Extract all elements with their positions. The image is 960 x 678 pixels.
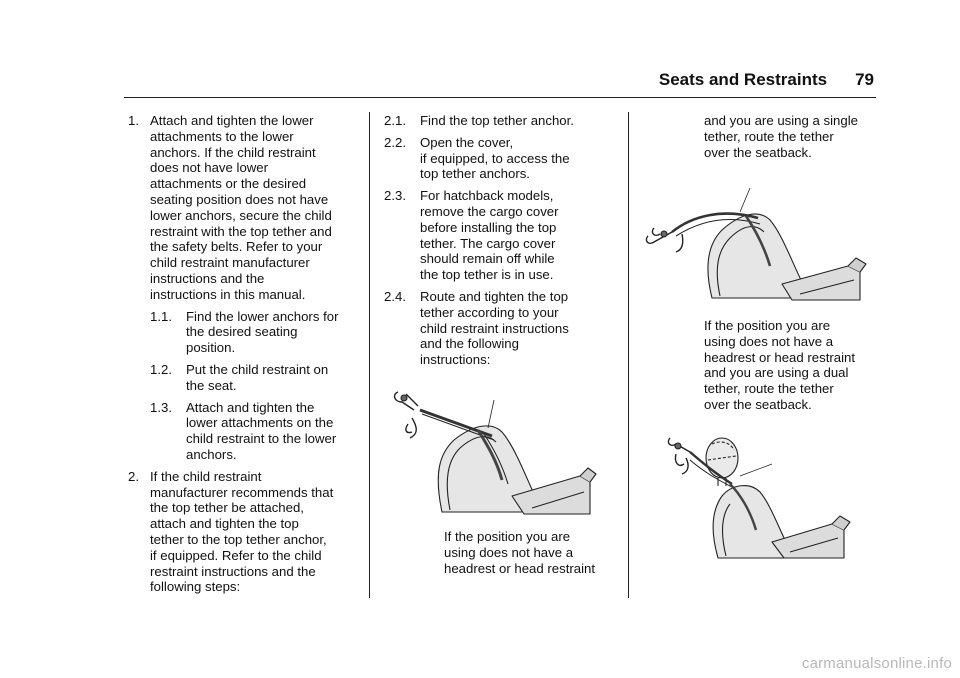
text-line: If the position you are <box>444 529 571 544</box>
text-line: Attach and tighten the lower <box>150 113 314 128</box>
text-line: using does not have a <box>704 333 834 349</box>
step-2-3 <box>384 188 620 283</box>
seat-tether-illustration-2 <box>642 186 872 302</box>
step-text <box>186 309 358 356</box>
text-line: instructions and the <box>150 270 265 286</box>
text-line: if equipped, to access the <box>420 150 570 166</box>
text-line: child restraint to the lower <box>186 431 337 447</box>
step-number: 2.2. <box>384 134 406 150</box>
header-rule <box>124 97 876 98</box>
text-line: manufacturer recommends that <box>150 484 334 500</box>
text-line: the seat. <box>186 377 237 393</box>
text-line: lower attachments on the <box>186 415 334 431</box>
text-line: anchors. <box>186 446 237 462</box>
step-2-2 <box>384 135 620 182</box>
text-line: Put the child restraint on <box>186 361 329 377</box>
column-2-after-illustration <box>444 529 616 576</box>
text-line: child restraint manufacturer <box>150 255 310 271</box>
text-line: Find the lower anchors for <box>186 308 339 324</box>
step-text <box>420 113 620 129</box>
text-line: attachments or the desired <box>150 176 307 192</box>
column-divider-1 <box>369 112 370 598</box>
text-line: Open the cover, <box>420 134 514 150</box>
text-line: tether. The cargo cover <box>420 235 556 251</box>
text-line: headrest or head restraint <box>444 560 596 576</box>
text-line: over the seatback. <box>704 396 812 412</box>
page-header <box>659 70 874 90</box>
step-2-1 <box>384 113 620 129</box>
step-text <box>150 469 358 595</box>
text-line: attachments to the lower <box>150 128 294 144</box>
step-number: 1.3. <box>150 399 172 415</box>
text-line: headrest or head restraint <box>704 349 856 365</box>
step-1-2 <box>128 362 358 394</box>
seat-tether-illustration-1 <box>384 384 612 520</box>
text-line: before installing the top <box>420 219 557 235</box>
text-line: does not have lower <box>150 160 269 176</box>
step-text <box>420 135 620 182</box>
text-line: If the child restraint <box>150 468 262 484</box>
column-divider-2 <box>628 112 629 598</box>
text-line: tether to the top tether anchor, <box>150 531 327 547</box>
page-number: 79 <box>855 70 874 89</box>
text-line: following steps: <box>150 579 241 595</box>
step-number: 1.1. <box>150 308 172 324</box>
text-line: and you are using a dual <box>704 365 849 381</box>
step-number: 2.4. <box>384 288 406 304</box>
text-line: restraint with the top tether and <box>150 223 332 239</box>
step-1 <box>128 113 358 303</box>
text-line: tether, route the tether <box>704 381 834 397</box>
text-line: if equipped. Refer to the child <box>150 547 322 563</box>
text-line: Attach and tighten the <box>186 399 315 415</box>
step-number: 1.2. <box>150 361 172 377</box>
text-line: seating position does not have <box>150 191 329 207</box>
text-line: over the seatback. <box>704 144 812 160</box>
column-3-mid <box>704 318 876 413</box>
text-line: attach and tighten the top <box>150 516 299 532</box>
text-line: remove the cargo cover <box>420 203 559 219</box>
step-text <box>420 289 620 368</box>
text-line: and you are using a single <box>704 113 858 128</box>
text-line: Route and tighten the top <box>420 288 569 304</box>
text-line: the safety belts. Refer to your <box>150 239 323 255</box>
step-number: 2.3. <box>384 188 406 204</box>
text-line: should remain off while <box>420 251 555 267</box>
section-title: Seats and Restraints <box>658 70 828 89</box>
text-line: child restraint instructions <box>420 320 569 336</box>
text-line: tether, route the tether <box>704 128 834 144</box>
text-line: If the position you are <box>704 318 831 333</box>
text-line: using does not have a <box>444 544 574 560</box>
column-1 <box>128 113 358 601</box>
text-line: the desired seating <box>186 324 298 340</box>
text-line: and the following <box>420 336 519 352</box>
text-line: the top tether be attached, <box>150 500 304 516</box>
text-line: Find the top tether anchor. <box>420 113 574 128</box>
text-line: top tether anchors. <box>420 166 530 182</box>
step-number: 1. <box>128 113 139 128</box>
column-2 <box>384 113 620 374</box>
step-2-4 <box>384 289 620 368</box>
text-line: For hatchback models, <box>420 188 554 204</box>
step-2 <box>128 469 358 595</box>
step-number: 2.1. <box>384 113 406 128</box>
text-line: lower anchors, secure the child <box>150 207 332 223</box>
step-text <box>186 400 358 463</box>
step-number: 2. <box>128 468 139 484</box>
step-text <box>420 188 620 283</box>
step-text <box>186 362 358 394</box>
text-line: instructions: <box>420 352 491 368</box>
text-line: instructions in this manual. <box>150 286 306 302</box>
step-1-1 <box>128 309 358 356</box>
text-line: position. <box>186 340 236 356</box>
text-line: the top tether is in use. <box>420 267 554 283</box>
column-3-top <box>704 113 876 160</box>
watermark: carmanualsonline.info <box>801 655 952 672</box>
text-line: restraint instructions and the <box>150 563 316 579</box>
text-line: tether according to your <box>420 304 559 320</box>
step-text <box>150 113 358 303</box>
seat-tether-illustration-3 <box>660 430 856 562</box>
step-1-3 <box>128 400 358 463</box>
text-line: anchors. If the child restraint <box>150 144 316 160</box>
